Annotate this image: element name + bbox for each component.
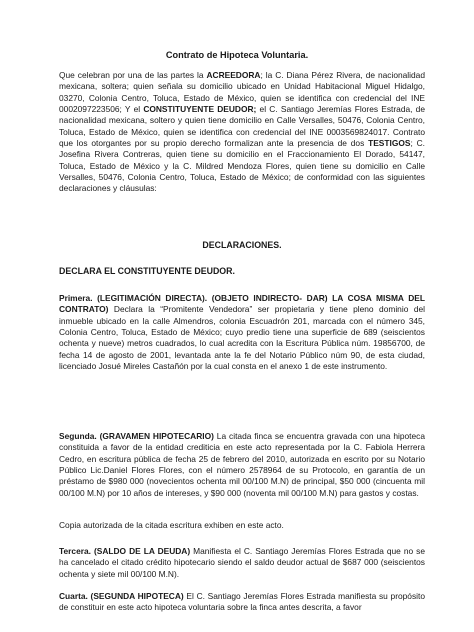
clause-segunda [59,431,425,499]
declaraciones-heading: DECLARACIONES. [202,240,282,250]
testigos-label: TESTIGOS [368,138,411,149]
tercera-text: Manifiesta el C. Santiago Jeremías Flores Estrada que no se ha cancelado el citado crédito hipotecario siendo el saldo deudor actual de $687 000 (seiscientos ochenta y siete mil 00/100 M.N). [59,546,425,579]
clause-tercera [59,546,425,580]
intro-text-2: ; la C. Diana Pérez Rivera, de nacionalidad mexicana, soltera; quien señala su domicilio ubicado en Unidad Habitacional Miguel Hidalgo, 03270, Colonia Centro, Toluca, Estado de México, quien se identifica con credencial del INE 0002097223506; Y el [59,70,425,115]
copia-note: Copia autorizada de la citada escritura exhiben en este acto. [59,520,284,530]
intro-text-1: Que celebran por una de las partes la [59,70,207,80]
cuarta-title: Cuarta. (SEGUNDA HIPOTECA) [59,591,184,601]
constituyente-deudor-label: CONSTITUYENTE DEUDOR; [143,104,257,115]
primera-title: Primera. (LEGITIMACIÓN DIRECTA). (OBJETO INDIRECTO- DAR) LA COSA MISMA DEL CONTRATO) [59,293,425,315]
intro-text-3: el C. Santiago Jeremías Flores Estrada, de nacionalidad mexicana, soltero y quien tiene domicilio en Calle Versalles, 50476, Colonia Centro, Toluca, Estado de México, quien se identifica con credencial del INE 0003569824017. Contrato que los otorgantes por su propio derecho formalizan ante la presencia de dos [59,104,425,149]
primera-text: Declara la “Promitente Vendedora” ser propietaria y tiene pleno dominio del inmueble ubicado en la calle Almendros, colonia Escuadrón 201, marcada con el número 345, Colonia Centro, Toluca, Estado de México; cuyo predio tiene una superficie de 689 (seiscientos ochenta y nueve) metros cuadrados, lo cual acredita con la Escritura Pública núm. 19856700, de fecha 14 de agosto de 2001, levantada ante la fe del Notario Público núm 90, de esta ciudad, licenciado Josué Mireles Castañón por la cual consta en el anexo 1 de este instrumento. [59,304,425,372]
declara-deudor-heading: DECLARA EL CONSTITUYENTE DEUDOR. [59,266,235,276]
intro-text-4: ; C. Josefina Rivera Contreras, quien tiene su domicilio en el Fraccionamiento El Dorado, 54147, Toluca, Estado de México y la C. Mildred Mendoza Flores, quien tiene su domicilio en Calle Versalles, 50476, Colonia Centro, Toluca, Estado de México; de conformidad con las siguientes declaraciones y cláusulas: [59,138,425,194]
clause-cuarta [59,591,425,614]
segunda-text: La citada finca se encuentra gravada con una hipoteca constituida a favor de la entidad crediticia en este acto representada por la C. Fabiola Herrera Cedro, en escritura pública de fecha 25 de febrero del 2010, autorizada en escrito por su Notario Público Lic.Daniel Flores Flores, con el número 2578964 de su Protocolo, en garantía de un préstamo de $980 000 (novecientos ochenta mil 00/100 M.N) de principal, $50 000 (cincuenta mil 00/100 M.N) por 10 años de intereses, y $90 000 (noventa mil 00/100 M.N) para gastos y costas. [59,431,426,498]
acreedora-label: ACREEDORA [206,70,261,80]
cuarta-text: El C. Santiago Jeremías Flores Estrada manifiesta su propósito de constituir en este acto hipoteca voluntaria sobre la finca antes descrita, a favor [59,591,425,613]
intro-paragraph [59,70,425,195]
document-title: Contrato de Hipoteca Voluntaria. [165,50,309,60]
clause-primera [59,293,425,372]
tercera-title: Tercera. (SALDO DE LA DEUDA) [59,546,191,556]
segunda-title: Segunda. (GRAVAMEN HIPOTECARIO) [59,431,214,441]
